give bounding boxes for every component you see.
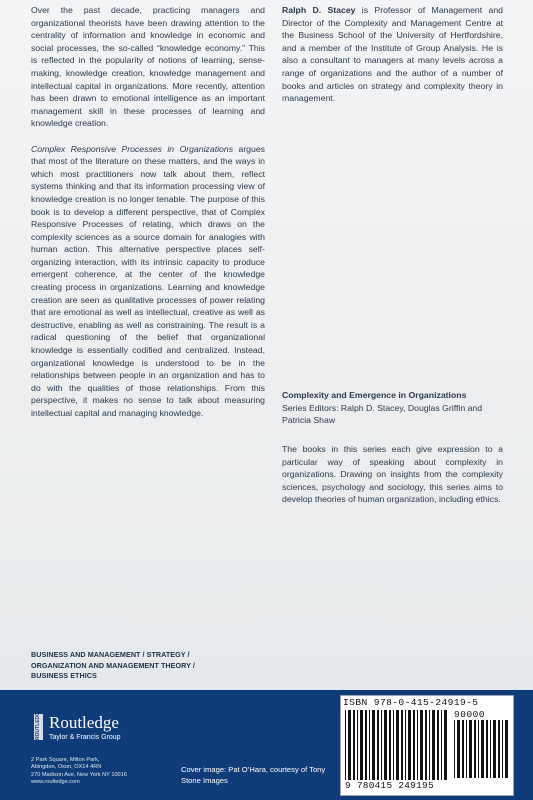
subject-categories xyxy=(31,650,291,682)
barcode-bar xyxy=(417,710,418,780)
barcode-bar xyxy=(481,720,484,778)
barcode-bar xyxy=(469,720,472,778)
barcode-bar xyxy=(345,710,346,780)
barcode-bar xyxy=(377,710,379,780)
barcode-bar xyxy=(502,720,503,778)
barcode-bar xyxy=(425,710,427,780)
barcode-bar xyxy=(408,710,411,780)
cover-image-credit: Cover image: Pat O’Hara, courtesy of Tony Stone Images xyxy=(181,765,326,785)
barcode-bar xyxy=(348,710,351,780)
barcode-bar xyxy=(384,710,387,780)
barcode-bar xyxy=(444,710,447,780)
barcode-bar xyxy=(360,710,363,780)
barcode-bar xyxy=(389,710,391,780)
barcode-bar xyxy=(437,710,439,780)
ean-barcode-icon xyxy=(345,710,449,780)
author-bio-text: is Professor of Management and Director of the Complexity and Management Centre at the Business School of the University of Hertfordshire, and a member of the Institute of Group Analysis. He is also a consultant to managers at many levels across a range of organizations and the author of a number of books and articles on strategy and complexity theory in management. xyxy=(282,5,503,104)
publisher-name: Routledge xyxy=(49,713,119,732)
barcode-bar xyxy=(454,720,455,778)
routledge-logo-icon: ROUTLEDGE xyxy=(35,708,41,740)
barcode-bar xyxy=(372,710,375,780)
subject-line-3: BUSINESS ETHICS xyxy=(31,671,97,681)
barcode-bar xyxy=(498,720,500,778)
blurb-column xyxy=(31,4,265,432)
barcode-bar xyxy=(413,710,415,780)
blurb-paragraph-1: Over the past decade, practicing managers and organizational theorists have been drawing attention to the centrality of information and knowledge in economic and social processes, the so-called “knowledge economy.” This is reflected in the popularity of notions of learning, sense-making, knowledge creation, knowledge management and intellectual capital in organizations. More recently, attention has been drawn to emotional intelligence as an important management skill in these processes of learning and knowledge creation. xyxy=(31,5,265,129)
barcode-bar xyxy=(478,720,479,778)
series-title: Complexity and Emergence in Organizations xyxy=(282,390,467,400)
barcode-bar xyxy=(432,710,435,780)
barcode-bar xyxy=(401,710,403,780)
barcode-bar xyxy=(441,710,442,780)
barcode-bar xyxy=(462,720,464,778)
publisher-group: Taylor & Francis Group xyxy=(49,734,121,741)
barcode-bar xyxy=(493,720,496,778)
barcode-bar xyxy=(357,710,358,780)
barcode-bar xyxy=(381,710,382,780)
barcode-bar xyxy=(405,710,406,780)
ean-digits: 9 780415 249195 xyxy=(345,780,434,791)
barcode-bar xyxy=(474,720,476,778)
author-name: Ralph D. Stacey xyxy=(282,5,356,15)
price-barcode-icon xyxy=(454,720,510,778)
blurb-paragraph-2 xyxy=(31,143,265,420)
barcode-bar xyxy=(457,720,460,778)
series-info xyxy=(282,389,503,427)
blurb-paragraph-2-text: argues that most of the literature on these matters, and the ways in which most practitioners now talk about them, reflect systems thinking and that its information processing view of knowledge creation is no longer tenable. The purpose of this book is to develop a different perspective, that of Complex Responsive Processes of relating, which draws on the complexity sciences as a source domain for analogies with human action. This alternative perspective places self-organizing interaction, with its intrinsic capacity to produce emergent coherence, at the center of the knowledge creating process in organizations. Learning and knowledge creation are seen as qualitative processes of power relating that are emotional as well as intellectual, creative as well as destructive, enabling as well as constraining. The result is a radical questioning of the belief that organizational knowledge is essentially codified and centralized. Instead, organizational knowledge is understood to be in the relationships between people in an organization and has to do with the qualities of those relationships. From this perspective, it makes no sense to talk about measuring intellectual capital and managing knowledge. xyxy=(31,143,265,418)
barcode-bar xyxy=(353,710,355,780)
series-description: The books in this series each give expression to a particular way of speaking about complexity in organizations. Drawing on insights from the complexity sciences, psychology and sociology, this series aims to develop theories of human organization, including ethics. xyxy=(282,444,503,505)
price-code: 90000 xyxy=(454,709,486,720)
series-editors: Series Editors: Ralph D. Stacey, Douglas Griffin and Patricia Shaw xyxy=(282,402,483,426)
author-bio xyxy=(282,4,503,105)
publisher-address: 2 Park Square, Milton Park, Abingdon, Oxon, OX14 4RN 270 Madison Ave, New York NY 10016 www.routledge.com xyxy=(31,757,127,785)
barcode-bar xyxy=(466,720,467,778)
barcode-bar xyxy=(429,710,430,780)
subject-line-1: BUSINESS AND MANAGEMENT / STRATEGY / xyxy=(31,650,190,659)
barcode-bar xyxy=(396,710,399,780)
subject-line-2: ORGANIZATION AND MANAGEMENT THEORY / xyxy=(31,660,195,670)
barcode-bar xyxy=(365,710,367,780)
isbn-text: ISBN 978-0-415-24919-5 xyxy=(343,697,479,708)
barcode-bar xyxy=(486,720,488,778)
barcode-bar xyxy=(369,710,370,780)
barcode-bar xyxy=(505,720,508,778)
barcode-bar xyxy=(490,720,491,778)
barcode-bar xyxy=(393,710,394,780)
barcode-bar xyxy=(420,710,423,780)
book-title-italic: Complex Responsive Processes in Organizations xyxy=(31,143,234,154)
